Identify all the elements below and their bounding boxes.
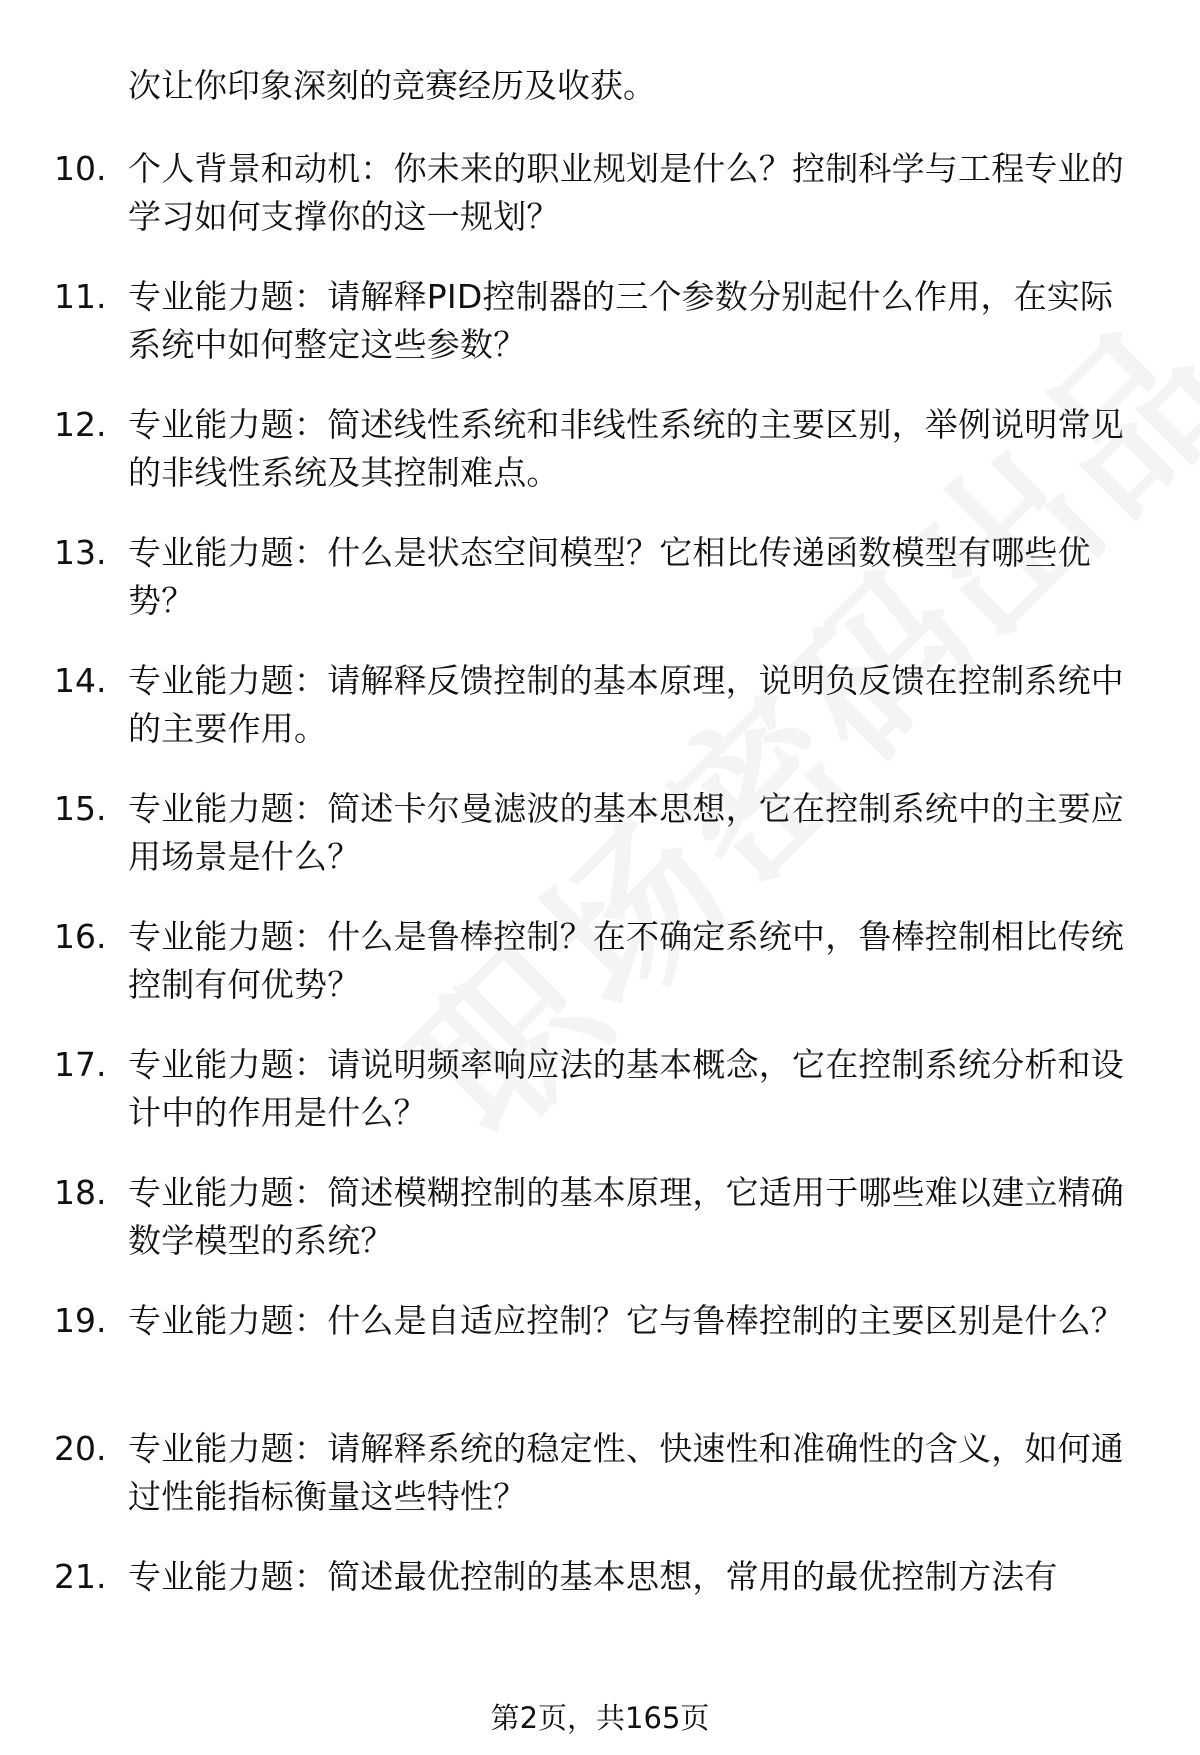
question-number: 11. <box>54 277 107 316</box>
question-item <box>0 1041 1200 1169</box>
question-number: 21. <box>54 1557 107 1596</box>
question-item <box>0 145 1200 273</box>
question-text: 专业能力题：简述最优控制的基本思想，常用的最优控制方法有 <box>128 1557 1058 1596</box>
question-number: 10. <box>54 149 107 188</box>
question-text: 专业能力题：什么是鲁棒控制？在不确定系统中，鲁棒控制相比传统控制有何优势？ <box>128 917 1124 1004</box>
question-text: 专业能力题：简述线性系统和非线性系统的主要区别，举例说明常见的非线性系统及其控制难点。 <box>128 405 1124 492</box>
page-footer: 第2页，共165页 <box>490 1701 710 1735</box>
question-item <box>0 1169 1200 1297</box>
question-item <box>0 1553 1200 1681</box>
question-number: 19. <box>54 1301 107 1340</box>
question-number: 16. <box>54 917 107 956</box>
question-number: 13. <box>54 533 107 572</box>
question-text: 专业能力题：请解释反馈控制的基本原理，说明负反馈在控制系统中的主要作用。 <box>128 661 1124 748</box>
question-item <box>0 785 1200 913</box>
question-item <box>0 913 1200 1041</box>
question-text: 专业能力题：什么是状态空间模型？它相比传递函数模型有哪些优势？ <box>128 533 1091 620</box>
question-text: 专业能力题：请说明频率响应法的基本概念，它在控制系统分析和设计中的作用是什么？ <box>128 1045 1124 1132</box>
question-item <box>0 1297 1200 1425</box>
question-text: 专业能力题：简述卡尔曼滤波的基本思想，它在控制系统中的主要应用场景是什么？ <box>128 789 1124 876</box>
question-text: 个人背景和动机：你未来的职业规划是什么？控制科学与工程专业的学习如何支撑你的这一规划？ <box>128 149 1124 236</box>
question-text: 专业能力题：请解释PID控制器的三个参数分别起什么作用，在实际系统中如何整定这些参数？ <box>128 277 1114 364</box>
question-item <box>0 401 1200 529</box>
question-item <box>0 273 1200 401</box>
question-item <box>0 1425 1200 1553</box>
question-text: 专业能力题：请解释系统的稳定性、快速性和准确性的含义，如何通过性能指标衡量这些特性？ <box>128 1429 1124 1516</box>
question-number: 12. <box>54 405 107 444</box>
question-text: 专业能力题：简述模糊控制的基本原理，它适用于哪些难以建立精确数学模型的系统？ <box>128 1173 1124 1260</box>
question-item <box>0 657 1200 785</box>
question-item <box>0 529 1200 657</box>
question-number: 18. <box>54 1173 107 1212</box>
question-number: 15. <box>54 789 107 828</box>
question-number: 14. <box>54 661 107 700</box>
question-list <box>0 145 1200 1681</box>
question-text: 专业能力题：什么是自适应控制？它与鲁棒控制的主要区别是什么？ <box>128 1301 1124 1340</box>
question-number: 20. <box>54 1429 107 1468</box>
continuation-text: 次让你印象深刻的竞赛经历及收获。 <box>128 66 656 105</box>
question-number: 17. <box>54 1045 107 1084</box>
